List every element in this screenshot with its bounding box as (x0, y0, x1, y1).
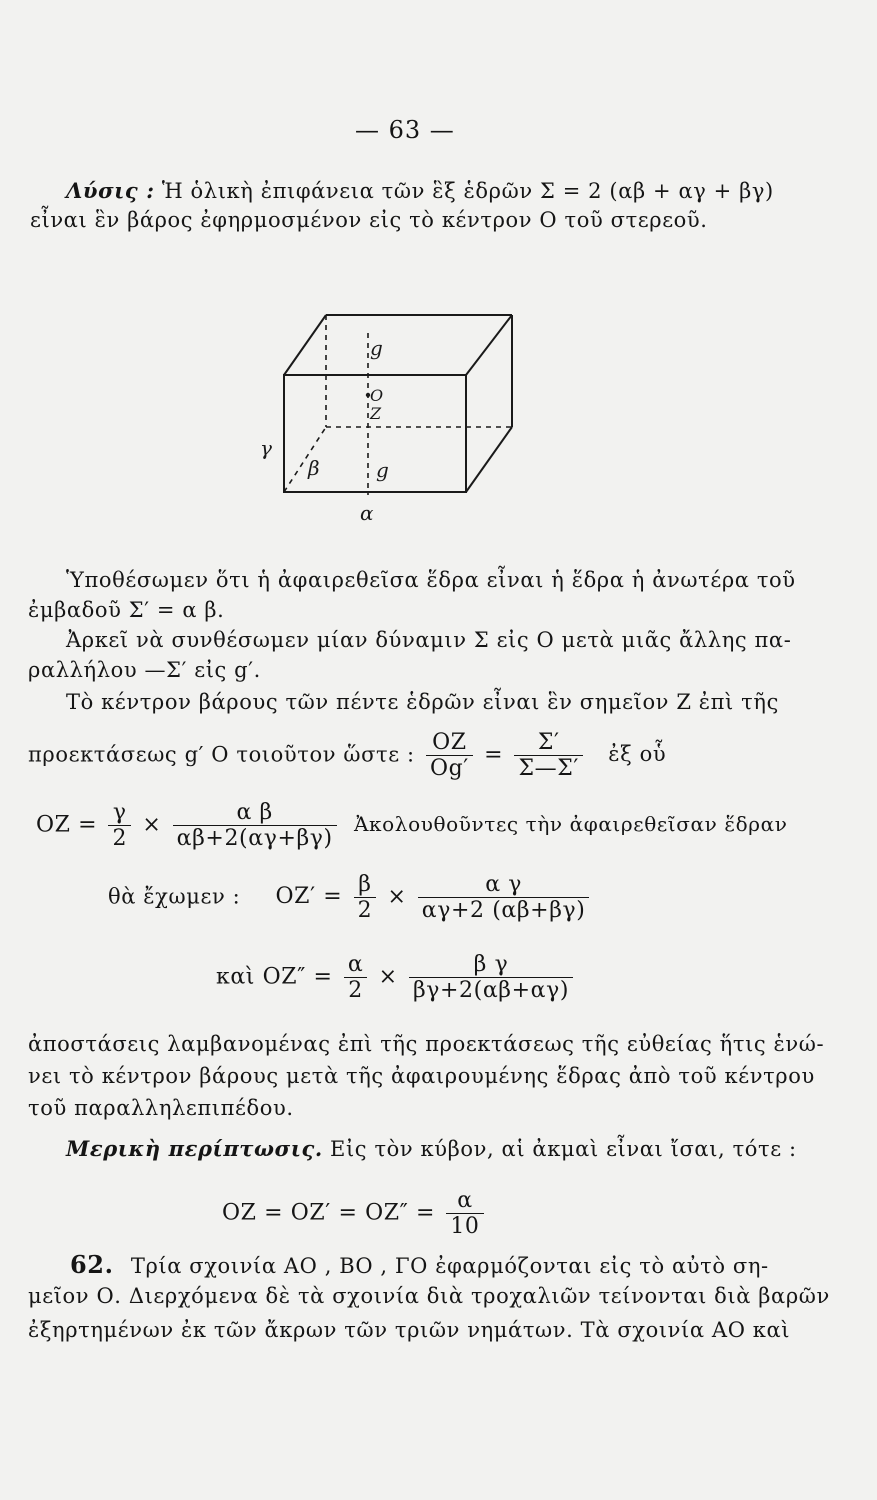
eq1-fa-num: γ (108, 800, 131, 826)
para3-line-2 (28, 730, 666, 782)
special-case-label: Μερικὴ περίπτωσις. (66, 1136, 323, 1161)
fraction-oz-og-num: OZ (426, 730, 473, 756)
para1-line-2: ἐμβαδοῦ Σ′ = α β. (28, 598, 225, 622)
para2-line-2: ραλλήλου —Σ′ εἰς g′. (28, 658, 261, 682)
label-g-top: g (370, 336, 383, 360)
top-right-edge (466, 315, 512, 375)
equation-oz-prime (108, 872, 593, 924)
problem-number: 62. (70, 1250, 114, 1279)
point-O (366, 393, 370, 397)
eq1-fa-den: 2 (112, 826, 128, 852)
eq3-times: × (378, 964, 398, 990)
eq2-fb-den: αγ+2 (αβ+βγ) (421, 898, 586, 924)
equation-oz (36, 800, 788, 852)
problem-line-3: ἐξηρτημένων ἐκ τῶν ἄκρων τῶν τριῶν νημάτων. Τὰ σχοινία ΑΟ καὶ (28, 1318, 791, 1342)
eq3-fb-den: βγ+2(αβ+αγ) (412, 978, 570, 1004)
eq3-fraction-a (344, 952, 367, 1004)
parallelepiped-figure (250, 295, 540, 525)
eq4-num: α (446, 1188, 483, 1214)
eq2-fa-den: 2 (357, 898, 373, 924)
solution-line-1 (66, 178, 774, 203)
solution-text-1: Ἡ ὁλικὴ ἐπιφάνεια τῶν ἓξ ἑδρῶν Σ = 2 (αβ + αγ + βγ) (161, 179, 774, 203)
fraction-sigma-num: Σ′ (514, 730, 583, 756)
special-case-line (66, 1136, 797, 1161)
eq2-fraction-b (418, 872, 590, 924)
top-left-edge (284, 315, 326, 375)
page-number: — 63 — (355, 116, 455, 144)
para3-line-2-post: ἐξ οὗ (608, 742, 667, 767)
eq2-fraction-a (354, 872, 377, 924)
label-O: O (370, 386, 384, 405)
eq1-fb-num: α β (173, 800, 337, 826)
eq1-lhs: OZ = (36, 812, 98, 838)
fraction-oz-og-den: Og′ (429, 756, 469, 782)
eq3-fa-num: α (344, 952, 367, 978)
eq2-fa-num: β (354, 872, 377, 898)
para2-line-1: Ἀρκεῖ νὰ συνθέσωμεν μίαν δύναμιν Σ εἰς Ο μετὰ μιᾶς ἄλλης πα- (66, 628, 792, 652)
hidden-bottom-left-edge (284, 427, 326, 492)
para4-line-2: νει τὸ κέντρον βάρους μετὰ τῆς ἀφαιρουμένης ἕδρας ἀπὸ τοῦ κέντρου (28, 1064, 815, 1088)
eq1-fraction-b (173, 800, 337, 852)
fraction-oz-og (426, 730, 473, 782)
fraction-sigma-den: Σ—Σ′ (518, 756, 579, 782)
eq2-fb-num: α γ (418, 872, 590, 898)
eq1-fb-den: αβ+2(αγ+βγ) (176, 826, 333, 852)
equals-sign: = (484, 742, 504, 768)
fraction-sigma (514, 730, 583, 782)
eq1-fraction-a (108, 800, 131, 852)
para4-line-3: τοῦ παραλληλεπιπέδου. (28, 1096, 294, 1120)
eq4-fraction (446, 1188, 483, 1240)
eq2-times: × (387, 884, 407, 910)
label-g-bottom: g (376, 458, 389, 482)
special-case-text: Εἰς τὸν κύβον, αἱ ἀκμαὶ εἶναι ἴσαι, τότε : (330, 1137, 797, 1161)
problem-text-1: Τρία σχοινία ΑΟ , ΒΟ , ΓΟ ἐφαρμόζονται εἰς τὸ αὐτὸ ση- (130, 1254, 769, 1278)
solution-label: Λύσις : (66, 178, 155, 203)
label-beta: β (308, 456, 320, 480)
eq1-tail: Ἀκολουθοῦντες τὴν ἀφαιρεθεῖσαν ἕδραν (354, 812, 788, 837)
eq3-fb-num: β γ (409, 952, 573, 978)
para3-line-1: Τὸ κέντρον βάρους τῶν πέντε ἑδρῶν εἶναι ἓν σημεῖον Ζ ἐπὶ τῆς (66, 690, 779, 714)
eq2-pre: θὰ ἔχωμεν : (108, 884, 241, 909)
eq1-times: × (142, 812, 162, 838)
para3-line-2-pre: προεκτάσεως g′ Ο τοιοῦτον ὥστε : (28, 742, 415, 767)
para1-line-1: Ὑποθέσωμεν ὅτι ἡ ἀφαιρεθεῖσα ἕδρα εἶναι ἡ ἕδρα ἡ ἀνωτέρα τοῦ (66, 568, 796, 592)
solution-line-2: εἶναι ἓν βάρος ἐφηρμοσμένον εἰς τὸ κέντρον Ο τοῦ στερεοῦ. (30, 208, 708, 232)
equation-cube (222, 1188, 488, 1240)
equation-oz-double-prime (216, 952, 577, 1004)
eq4-den: 10 (450, 1214, 480, 1240)
eq4-lhs: OZ = OZ′ = OZ″ = (222, 1200, 436, 1226)
problem-line-2: μεῖον Ο. Διερχόμενα δὲ τὰ σχοινία διὰ τροχαλιῶν τείνονται διὰ βαρῶν (28, 1284, 830, 1308)
problem-line-1 (70, 1250, 769, 1279)
label-alpha: α (360, 501, 374, 525)
eq2-lhs: OZ′ = (275, 884, 343, 910)
para4-line-1: ἀποστάσεις λαμβανομένας ἐπὶ τῆς προεκτάσεως τῆς εὐθείας ἥτις ἑνώ- (28, 1032, 825, 1056)
bottom-right-edge (466, 427, 512, 492)
eq3-lhs: καὶ OZ″ = (216, 964, 333, 990)
label-gamma: γ (260, 436, 272, 460)
eq3-fa-den: 2 (348, 978, 363, 1004)
label-Z: Z (370, 404, 382, 423)
eq3-fraction-b (409, 952, 573, 1004)
